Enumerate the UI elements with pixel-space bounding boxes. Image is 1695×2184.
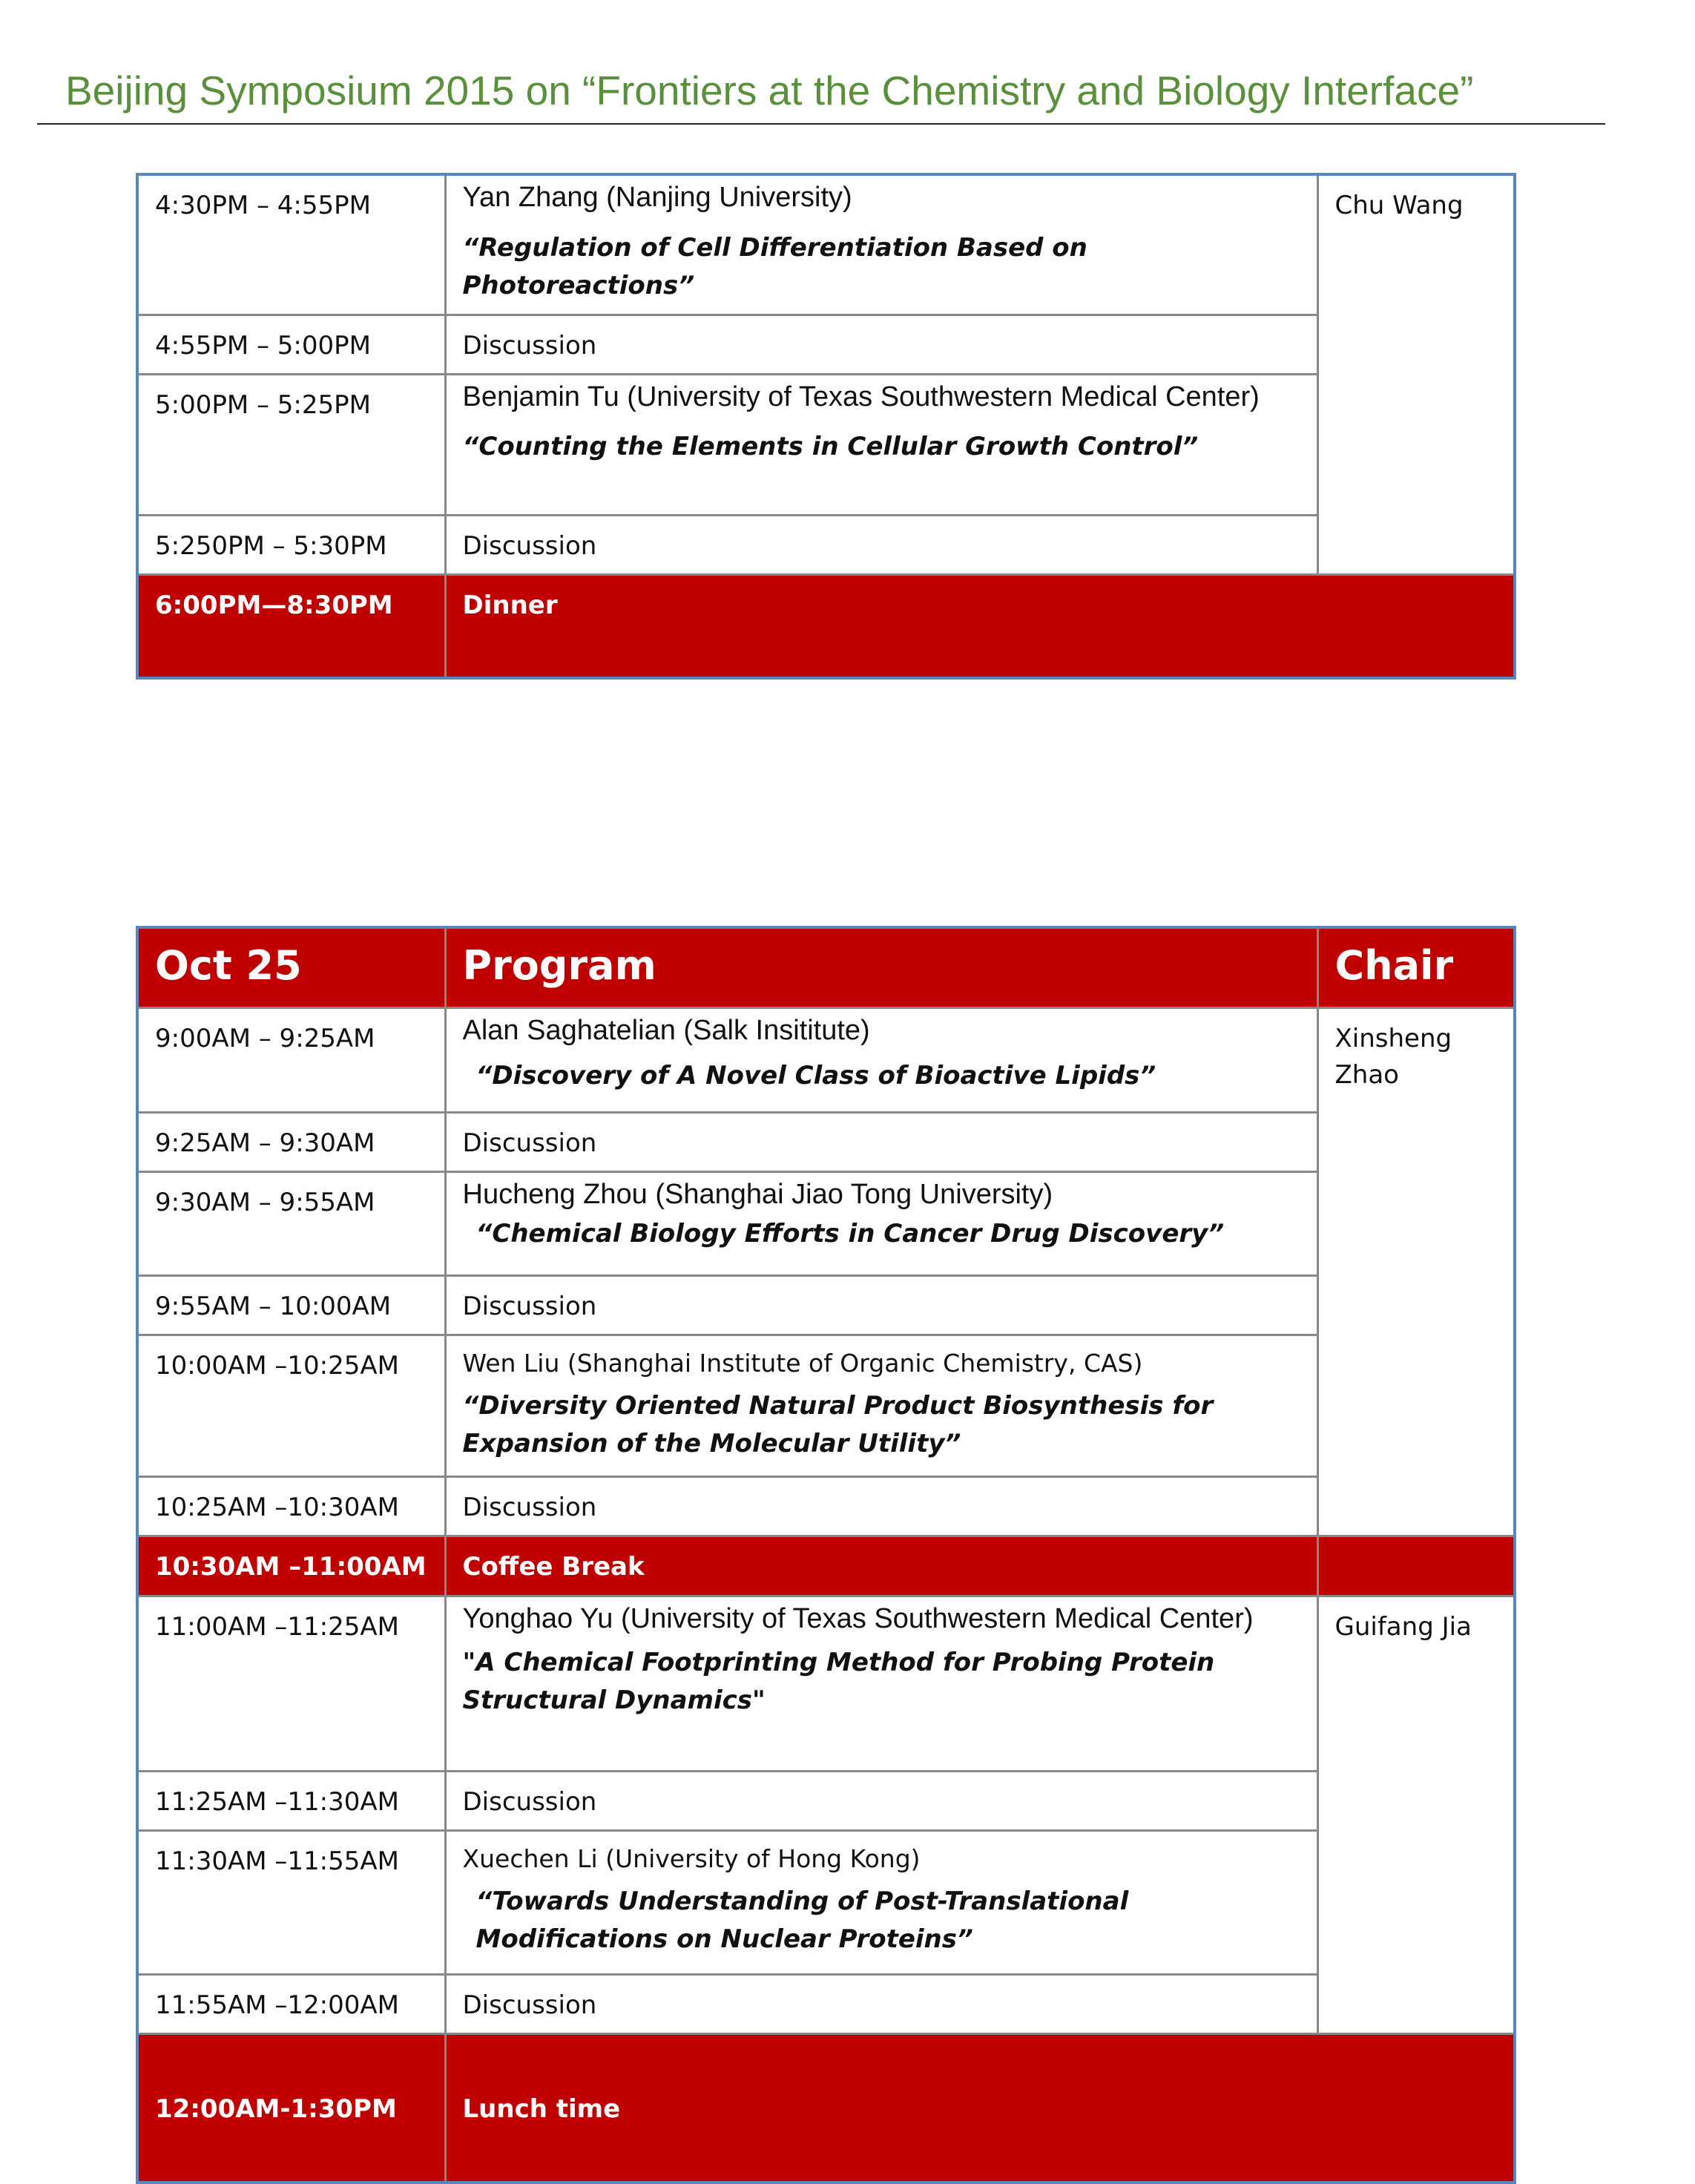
talk-title: "A Chemical Footprinting Method for Probing Protein Structural Dynamics" [462, 1648, 1215, 1716]
chair-header: Chair [1317, 927, 1515, 1007]
table-row [137, 515, 1515, 574]
chair-cell: Guifang Jia [1317, 1596, 1515, 2034]
program-cell: Discussion [445, 315, 1317, 374]
time-cell: 10:00AM –10:25AM [137, 1335, 445, 1477]
speaker-name: Benjamin Tu (University of Texas Southwestern Medical Center) [462, 381, 1260, 412]
program-cell: Discussion [445, 1275, 1317, 1335]
speaker-name: Xuechen Li (University of Hong Kong) [462, 1843, 921, 1873]
program-cell: Dinner [445, 575, 1515, 678]
program-cell: Discussion [445, 1771, 1317, 1830]
time-cell: 10:30AM –11:00AM [137, 1536, 445, 1596]
program-cell [445, 374, 1317, 515]
table-row [137, 1974, 1515, 2033]
speaker-name: Yonghao Yu (University of Texas Southwestern Medical Center) [462, 1602, 1254, 1634]
program-cell [445, 1171, 1317, 1275]
program-header: Program [445, 927, 1317, 1007]
time-cell: 11:55AM –12:00AM [137, 1974, 445, 2033]
table-row-lunch [137, 2034, 1515, 2183]
table-row [137, 1596, 1515, 1771]
talk-title: “Chemical Biology Efforts in Cancer Drug Discovery” [475, 1219, 1225, 1249]
time-cell: 5:00PM – 5:25PM [137, 374, 445, 515]
table-row [137, 1275, 1515, 1335]
speaker-name: Alan Saghatelian (Salk Insititute) [462, 1014, 870, 1046]
time-cell: 12:00AM-1:30PM [137, 2034, 445, 2183]
header-divider [37, 123, 1605, 125]
speaker-name: Wen Liu (Shanghai Institute of Organic Chemistry, CAS) [462, 1349, 1143, 1378]
time-cell: 4:30PM – 4:55PM [137, 174, 445, 315]
time-cell: 9:55AM – 10:00AM [137, 1275, 445, 1335]
program-cell [445, 1830, 1317, 1974]
table-row [137, 1007, 1515, 1112]
table-row [137, 174, 1515, 315]
schedule-table-oct25 [136, 926, 1516, 2184]
time-cell: 11:00AM –11:25AM [137, 1596, 445, 1771]
speaker-name: Yan Zhang (Nanjing University) [462, 182, 852, 213]
chair-cell: Xinsheng Zhao [1317, 1007, 1515, 1536]
table-row-dinner [137, 575, 1515, 678]
talk-title: “Discovery of A Novel Class of Bioactive Lipids” [475, 1061, 1156, 1091]
program-cell: Discussion [445, 1477, 1317, 1536]
time-cell: 9:25AM – 9:30AM [137, 1112, 445, 1171]
program-cell [445, 1596, 1317, 1771]
program-cell [445, 1335, 1317, 1477]
time-cell: 9:30AM – 9:55AM [137, 1171, 445, 1275]
schedule-table-afternoon [136, 173, 1516, 680]
program-cell: Discussion [445, 515, 1317, 574]
talk-title: “Regulation of Cell Differentiation Based on Photoreactions” [462, 232, 1087, 300]
time-cell: 11:25AM –11:30AM [137, 1771, 445, 1830]
talk-title: “Towards Understanding of Post-Translational Modifications on Nuclear Proteins” [475, 1887, 1129, 1955]
time-cell: 9:00AM – 9:25AM [137, 1007, 445, 1112]
table-row [137, 1112, 1515, 1171]
table-header-row [137, 927, 1515, 1007]
time-cell: 11:30AM –11:55AM [137, 1830, 445, 1974]
program-cell: Coffee Break [445, 1536, 1317, 1596]
talk-title: “Counting the Elements in Cellular Growth Control” [462, 432, 1199, 462]
time-cell: 5:250PM – 5:30PM [137, 515, 445, 574]
table-row [137, 1830, 1515, 1974]
time-cell: 6:00PM—8:30PM [137, 575, 445, 678]
talk-title: “Diversity Oriented Natural Product Biosynthesis for Expansion of the Molecular Utility” [462, 1391, 1214, 1459]
program-cell: Discussion [445, 1974, 1317, 2033]
page-title: Beijing Symposium 2015 on “Frontiers at the Chemistry and Biology Interface” [65, 68, 1474, 114]
table-row [137, 1771, 1515, 1830]
chair-cell: Chu Wang [1317, 174, 1515, 575]
date-header: Oct 25 [137, 927, 445, 1007]
table-row [137, 1335, 1515, 1477]
table-row [137, 1171, 1515, 1275]
chair-cell-empty [1317, 1536, 1515, 1596]
program-cell [445, 1007, 1317, 1112]
table-row [137, 1477, 1515, 1536]
time-cell: 10:25AM –10:30AM [137, 1477, 445, 1536]
program-cell: Discussion [445, 1112, 1317, 1171]
program-cell: Lunch time [445, 2034, 1515, 2183]
program-cell [445, 174, 1317, 315]
time-cell: 4:55PM – 5:00PM [137, 315, 445, 374]
table-row [137, 374, 1515, 515]
speaker-name: Hucheng Zhou (Shanghai Jiao Tong University) [462, 1178, 1053, 1210]
table-row-coffee-break [137, 1536, 1515, 1596]
table-row [137, 315, 1515, 374]
